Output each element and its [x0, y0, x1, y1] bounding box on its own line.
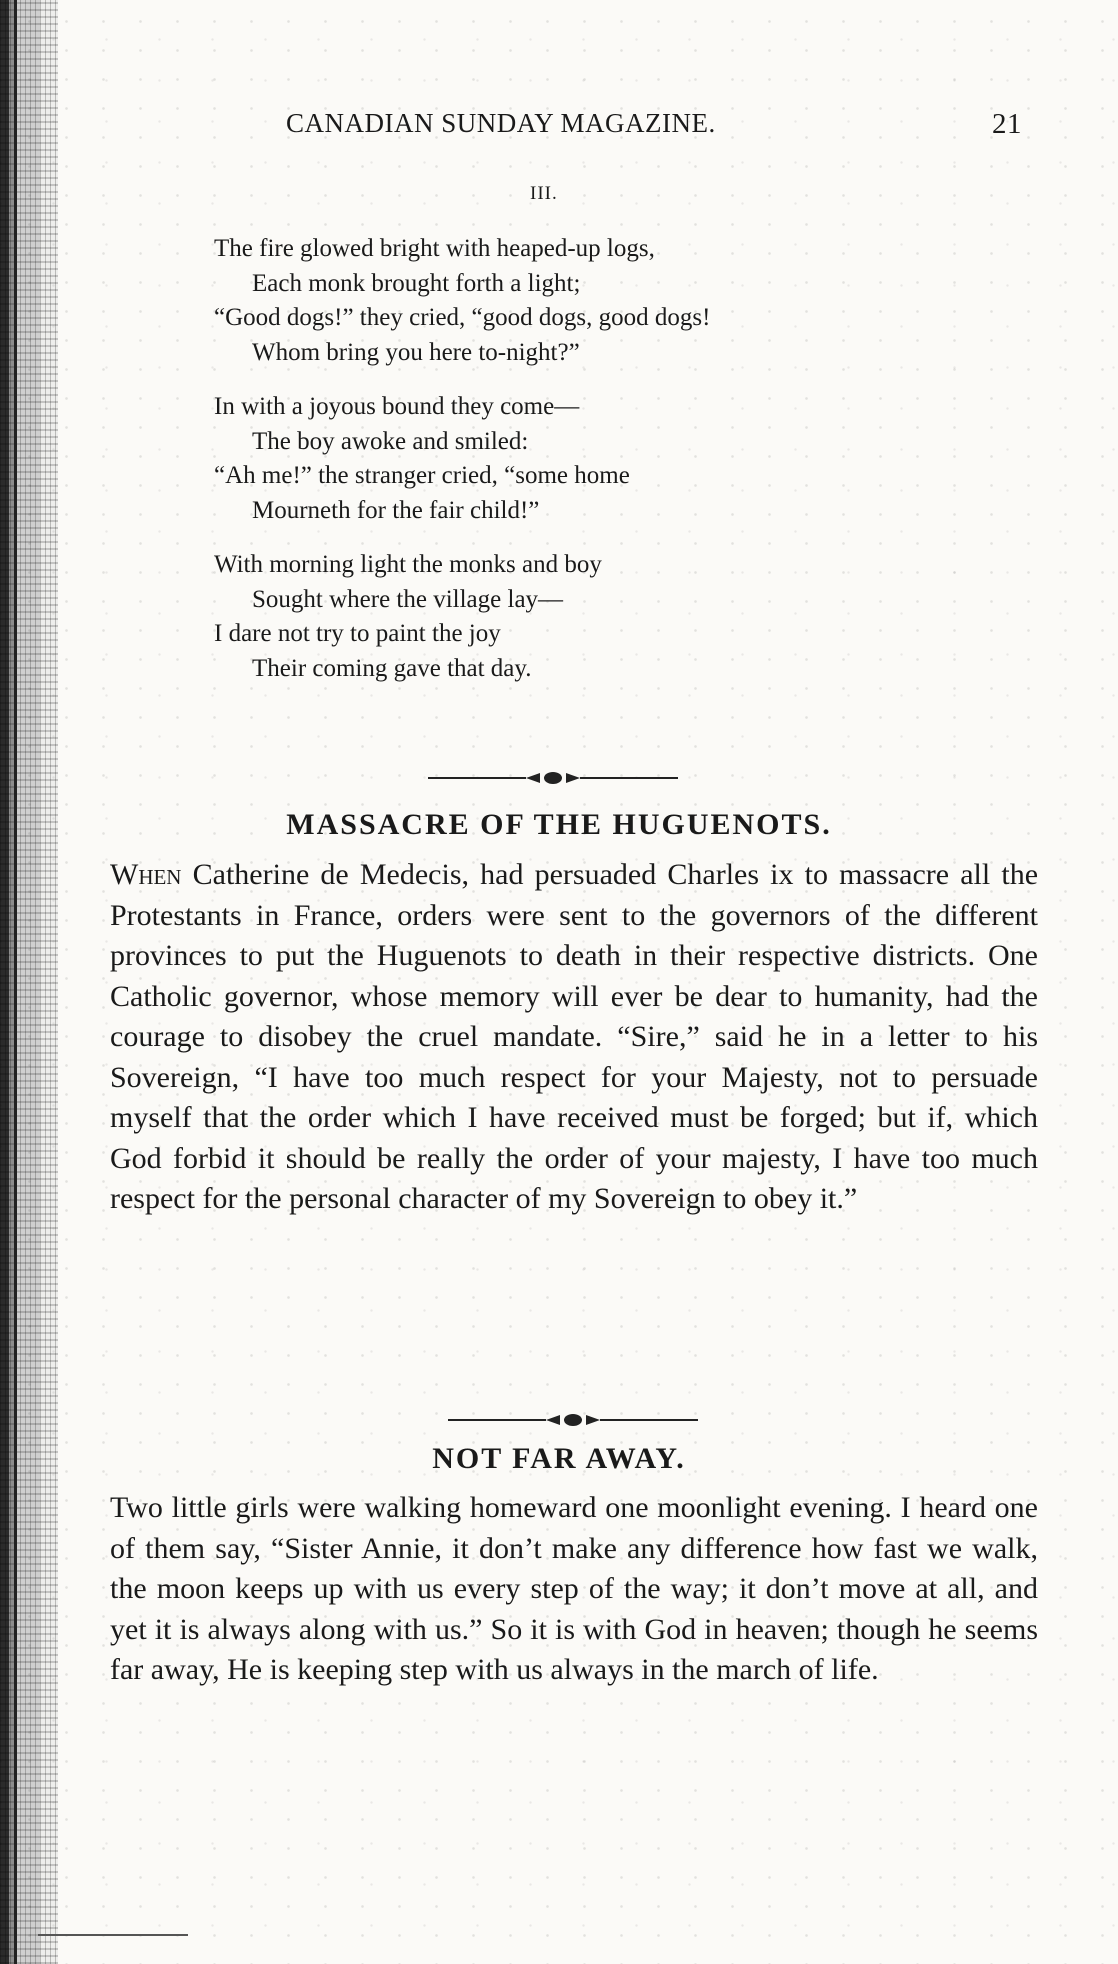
article-title: MASSACRE OF THE HUGUENOTS.	[286, 808, 832, 841]
poem-line: With morning light the monks and boy	[214, 551, 602, 578]
article-text: Catherine de Medecis, had persuaded Charles ix to massacre all the Protestants in France, orders were sent to the governors of the different provinces to put the Huguenots to death in their respective districts. One Catholic governor, whose memory will ever be dear to humanity, had the courage to disobey the cruel mandate. “Sire,” said he in a letter to his Sovereign, “I have too much respect for your Majesty, not to persuade myself that the order which I have received must be forged; but if, which God forbid it should be really the order of your majesty, I have too much respect for the personal character of my Sovereign to obey it.”	[110, 858, 1039, 1215]
poem-line: Each monk brought forth a light;	[252, 269, 581, 297]
article-title: NOT FAR AWAY.	[432, 1442, 686, 1475]
poem-line: “Ah me!” the stranger cried, “some home	[214, 462, 630, 489]
gutter-line	[14, 0, 17, 1964]
poem-line: Whom bring you here to-night?”	[252, 338, 580, 366]
poem	[214, 232, 934, 706]
poem-line: Sought where the village lay—	[252, 585, 564, 613]
magazine-title: CANADIAN SUNDAY MAGAZINE.	[286, 108, 716, 138]
poem-stanza	[214, 548, 934, 686]
ornamental-rule	[448, 1410, 698, 1430]
drop-lead-word: When	[110, 858, 182, 891]
poem-stanza	[214, 390, 934, 528]
poem-stanza	[214, 232, 934, 370]
poem-line: In with a joyous bound they come—	[214, 393, 580, 420]
scanned-gutter	[0, 0, 58, 1964]
article-body: Two little girls were walking homeward one moonlight evening. I heard one of them say, “Sister Annie, it don’t make any difference how fast we walk, the moon keeps up with us every step of the way; it don’t move at all, and yet it is always along with us.” So it is with God in heaven; though he seems far away, He is keeping step with us always in the march of life.	[110, 1491, 1038, 1686]
footer-rule	[38, 1934, 188, 1936]
poem-line: “Good dogs!” they cried, “good dogs, good dogs!	[214, 304, 711, 331]
running-header	[286, 108, 1046, 148]
article-body	[110, 855, 1038, 1220]
poem-line: Mourneth for the fair child!”	[252, 496, 540, 524]
ornamental-rule	[428, 768, 678, 788]
poem-line: The fire glowed bright with heaped-up logs,	[214, 235, 655, 262]
poem-line: I dare not try to paint the joy	[214, 620, 501, 647]
page-number: 21	[992, 108, 1022, 140]
poem-line: The boy awoke and smiled:	[252, 427, 529, 455]
poem-section-numeral: III.	[530, 183, 558, 204]
poem-line: Their coming gave that day.	[252, 654, 532, 682]
